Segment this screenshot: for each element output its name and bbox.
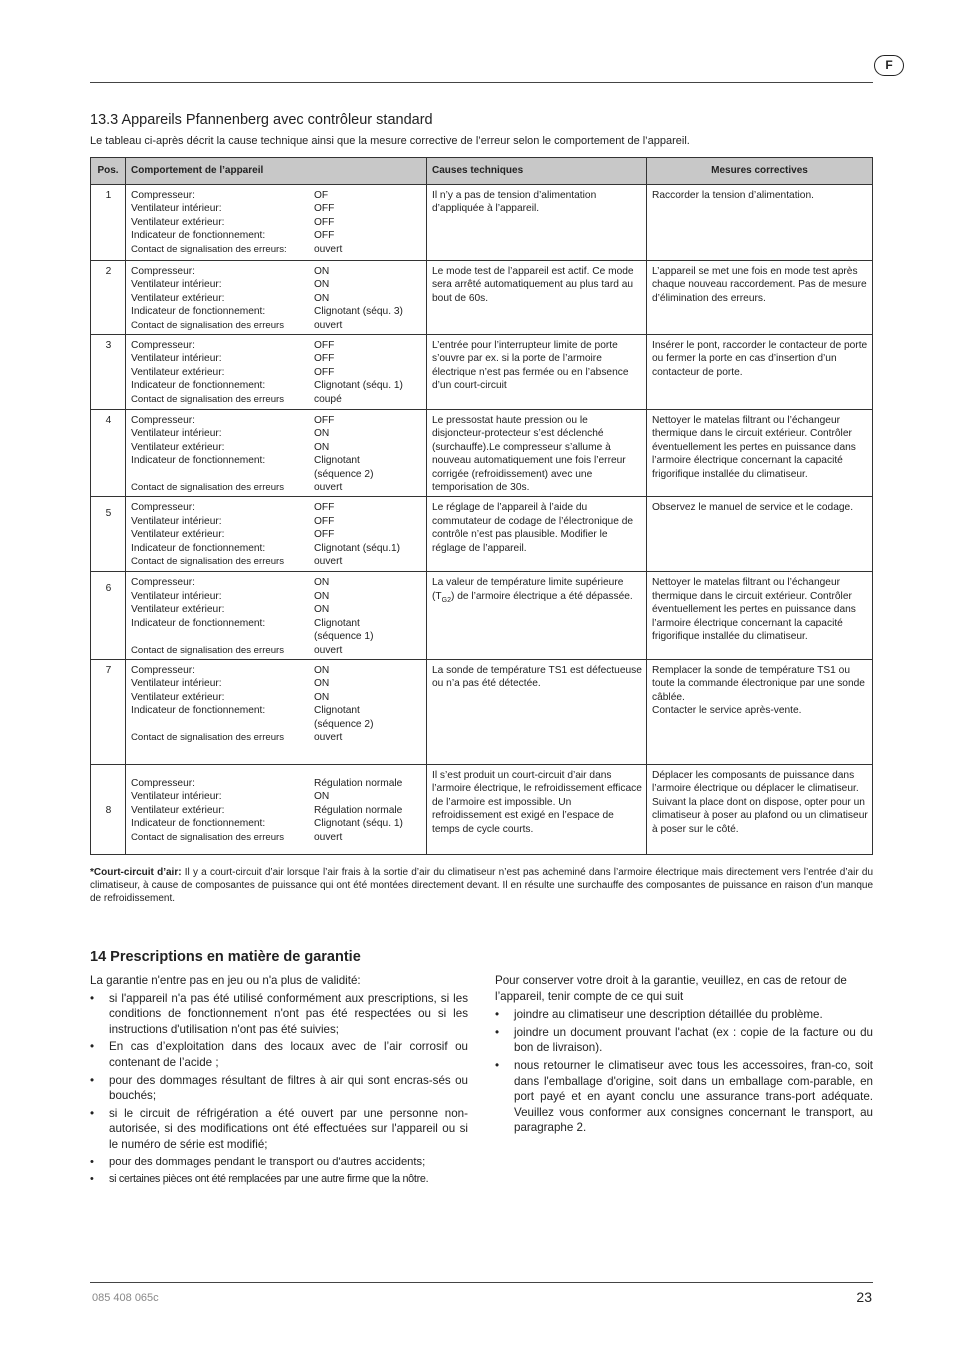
measure-text: Nettoyer le matelas filtrant ou l’échangeur thermique dans le circuit extérieur. Contrôler éventuellement les pertes en puissance dans l’armoire électrique concernant la capacité frigorifique installée du climatiseur. (652, 577, 856, 643)
warranty-right-intro: Pour conserver votre droit à la garantie, veuillez, en cas de retour de l’appareil, tenir compte de ce qui suit (495, 974, 847, 1003)
behavior-value: OFF (314, 230, 335, 242)
row-measure (647, 185, 873, 261)
table-body (91, 185, 873, 855)
behavior-label: Ventilateur intérieur: (131, 279, 222, 291)
warranty-title: 14 Prescriptions en matière de garantie (90, 949, 361, 965)
behavior-line (131, 718, 422, 731)
note-text: Il y a court-circuit d’air lorsque l’air frais à la sortie d’air du climatiseur n’est pas acheminé dans l’armoire électrique mais directement vers l’entrée d’air du climatiseur, à cause de composantes de puissance qui ont été montées directement devant. Il en résulte une surchauffe des composantes de puissance en raison d’un manque de refroidissement. (90, 867, 874, 905)
behavior-value: Régulation normale (314, 777, 403, 789)
row-pos: 4 (91, 410, 126, 497)
row-measure (647, 261, 873, 335)
behavior-value: ouvert (314, 243, 343, 255)
measure-text: Observez le manuel de service et le codage. (652, 502, 854, 514)
header-rule (90, 82, 873, 83)
behavior-label (131, 718, 314, 731)
behavior-line (131, 555, 422, 568)
behavior-label: Compresseur: (131, 340, 195, 352)
behavior-value: ouvert (314, 482, 343, 494)
behavior-line (131, 339, 422, 352)
behavior-line (131, 804, 422, 817)
list-item: • joindre un document prouvant l'achat (ex : copie de la facture ou du bon de livraison). (495, 1025, 873, 1056)
behavior-value: Clignotant (séqu.1) (314, 542, 401, 554)
behavior-label: Indicateur de fonctionnement: (131, 542, 266, 554)
behavior-value: ON (314, 266, 330, 277)
behavior-line (131, 216, 422, 229)
behavior-label: Compresseur: (131, 777, 195, 789)
row-cause: L’entrée pour l’interrupteur limite de porte s’ouvre par ex. si la porte de l’armoire électrique n’est pas fermée ou en l’absence d’un court-circuit (427, 335, 647, 410)
warranty-left-intro: La garantie n'entre pas en jeu ou n'a plus de validité: (90, 974, 361, 987)
behavior-line (131, 664, 422, 677)
table-header-row (91, 158, 873, 185)
behavior-value: OFF (314, 216, 335, 228)
row-pos: 7 (91, 659, 126, 764)
behavior-label: Contact de signalisation des erreurs (131, 319, 285, 331)
behavior-label: Indicateur de fonctionnement: (131, 306, 266, 318)
measure-text: L’appareil se met une fois en mode test après chaque nouveau raccordement. Pas de mesure d’élimination des erreurs. (652, 266, 867, 304)
row-behavior (126, 335, 427, 410)
section-title: 13.3 Appareils Pfannenberg avec contrôleur standard (90, 112, 433, 128)
behavior-value: ouvert (314, 644, 343, 656)
behavior-line (131, 542, 422, 555)
row-behavior (126, 185, 427, 261)
row-pos: 8 (91, 764, 126, 854)
row-cause: Le mode test de l’appareil est actif. Ce mode sera arrêté automatiquement au plus tard au bout de 60s. (427, 261, 647, 335)
behavior-value: ON (314, 664, 330, 676)
table-row (91, 335, 873, 410)
footer-rule (90, 1282, 873, 1283)
behavior-label: Ventilateur intérieur: (131, 515, 222, 527)
behavior-line (131, 501, 422, 514)
behavior-line (131, 704, 422, 717)
measure-text: Raccorder la tension d’alimentation. (652, 190, 814, 201)
behavior-value: ON (314, 292, 330, 304)
behavior-value: OFF (314, 366, 335, 378)
behavior-label: Contact de signalisation des erreurs (131, 731, 285, 743)
table-row (91, 572, 873, 659)
row-measure (647, 497, 873, 572)
behavior-value: ouvert (314, 319, 343, 331)
behavior-label: Contact de signalisation des erreurs (131, 831, 285, 843)
header-pos: Pos. (91, 158, 126, 185)
behavior-line (131, 691, 422, 704)
behavior-label: Ventilateur extérieur: (131, 604, 225, 616)
row-pos: 1 (91, 185, 126, 261)
behavior-value: Clignotant (séqu. 1) (314, 380, 403, 392)
error-table (90, 157, 873, 855)
list-item: • si l'appareil n'a pas été utilisé conformément aux prescriptions, si les conditions de fonctionnement n'ont pas été respectées ou si les instructions d'utilisation n'ont pas été suivies; (90, 991, 468, 1038)
behavior-label: Compresseur: (131, 415, 195, 427)
behavior-value: Clignotant (314, 455, 360, 467)
behavior-line (131, 576, 422, 589)
behavior-label: Contact de signalisation des erreurs (131, 393, 285, 405)
behavior-line (131, 352, 422, 365)
behavior-line (131, 677, 422, 690)
row-behavior (126, 497, 427, 572)
row-cause (427, 572, 647, 659)
behavior-value: OFF (314, 353, 335, 365)
behavior-value: ON (314, 604, 330, 616)
behavior-label: Contact de signalisation des erreurs (131, 482, 285, 494)
behavior-line (131, 229, 422, 242)
behavior-value: ouvert (314, 831, 343, 843)
behavior-label: Indicateur de fonctionnement: (131, 617, 266, 629)
behavior-label: Contact de signalisation des erreurs (131, 644, 285, 656)
behavior-line (131, 366, 422, 379)
behavior-label: Ventilateur extérieur: (131, 529, 225, 541)
table-row (91, 659, 873, 764)
behavior-line (131, 319, 422, 332)
measure-text: Insérer le pont, raccorder le contacteur de porte ou fermer la porte en cas d’insertion d’un contacteur de porte. (652, 340, 868, 378)
behavior-line (131, 414, 422, 427)
behavior-line (131, 305, 422, 318)
document-number: 085 408 065c (92, 1292, 159, 1304)
behavior-value: ON (314, 279, 330, 291)
note-label: *Court-circuit d’air: (90, 867, 182, 878)
row-cause: Le réglage de l’appareil à l’aide du commutateur de codage de l’électronique de contrôle n’est pas plausible. Modifier le réglage de l’appareil. (427, 497, 647, 572)
behavior-value: Clignotant (314, 705, 360, 717)
air-short-circuit-note (90, 866, 873, 906)
list-item: • pour des dommages résultant de filtres à air qui sont encras-sés ou bouchés; (90, 1073, 468, 1104)
behavior-value: Clignotant (séqu. 1) (314, 818, 403, 830)
behavior-line (131, 202, 422, 215)
row-cause: La sonde de température TS1 est défectueuse ou n’a pas été détectée. (427, 659, 647, 764)
warranty-left-list (90, 991, 468, 1188)
behavior-label: Indicateur de fonctionnement: (131, 230, 266, 242)
behavior-line (131, 427, 422, 440)
cause-subscript: G2 (441, 596, 451, 604)
behavior-line (131, 265, 422, 278)
behavior-value: ON (314, 441, 330, 453)
behavior-label: Ventilateur intérieur: (131, 590, 222, 602)
behavior-value: Régulation normale (314, 804, 403, 816)
table-row (91, 497, 873, 572)
header-causes: Causes techniques (427, 158, 647, 185)
behavior-label: Indicateur de fonctionnement: (131, 818, 266, 830)
warranty-right-column (495, 973, 873, 1138)
behavior-label (131, 630, 314, 643)
row-measure (647, 410, 873, 497)
warranty-right-list (495, 1007, 873, 1136)
behavior-line (131, 379, 422, 392)
table-row (91, 410, 873, 497)
behavior-label: Ventilateur extérieur: (131, 366, 225, 378)
behavior-line (131, 528, 422, 541)
warranty-left-column (90, 973, 468, 1190)
behavior-label: Compresseur: (131, 577, 195, 589)
behavior-value: OFF (314, 502, 335, 514)
behavior-label: Compresseur: (131, 266, 195, 277)
row-behavior (126, 572, 427, 659)
behavior-value: ON (314, 428, 330, 440)
behavior-label: Compresseur: (131, 190, 195, 201)
behavior-label: Indicateur de fonctionnement: (131, 455, 266, 467)
header-behavior: Comportement de l’appareil (126, 158, 427, 185)
behavior-label: Ventilateur extérieur: (131, 441, 225, 453)
list-item: • si certaines pièces ont été remplacées par une autre firme que la nôtre. (90, 1172, 468, 1188)
header-measures: Mesures correctives (647, 158, 873, 185)
behavior-value: ON (314, 691, 330, 703)
measure-text: Déplacer les composants de puissance dans l’armoire électrique ou déplacer le climatiseur. Suivant la place dont on dispose, opter pour un climatiseur à poser au plafond ou un climatiseur à poser sur le côté. (652, 769, 868, 835)
page-number: 23 (856, 1289, 872, 1305)
cause-text: ) de l’armoire électrique a été dépassée. (450, 590, 633, 602)
measure-text: Remplacer la sonde de température TS1 ou toute la commande électronique par une sonde câblée. (652, 664, 865, 703)
behavior-label: Ventilateur extérieur: (131, 216, 225, 228)
row-cause: Le pressostat haute pression ou le disjoncteur-protecteur s’est déclenché (surchauffe).Le compresseur s’allume à nouveau automatiquement une fois l’erreur corrigée (refroidissement) avec une temporisation de 30s. (427, 410, 647, 497)
row-measure (647, 335, 873, 410)
behavior-label: Contact de signalisation des erreurs (131, 556, 285, 568)
behavior-value: ouvert (314, 731, 343, 743)
behavior-label: Contact de signalisation des erreurs: (131, 243, 287, 255)
behavior-line (131, 481, 422, 494)
behavior-line (131, 603, 422, 616)
behavior-label (131, 468, 314, 481)
row-pos: 6 (91, 572, 126, 659)
list-item: • En cas d’exploitation dans des locaux avec de l’air corrosif ou contenant de l’acide ; (90, 1039, 468, 1070)
behavior-line (131, 468, 422, 481)
row-pos: 2 (91, 261, 126, 335)
behavior-label: Ventilateur intérieur: (131, 428, 222, 440)
table-row (91, 764, 873, 854)
behavior-label: Indicateur de fonctionnement: (131, 705, 266, 717)
table-row (91, 261, 873, 335)
behavior-line (131, 393, 422, 406)
behavior-value: ON (314, 590, 330, 602)
measure-text: Nettoyer le matelas filtrant ou l’échangeur thermique dans le circuit extérieur. Contrôler éventuellement les pertes en puissance dans l’armoire électrique concernant la capacité frigorifique installée du climatiseur. (652, 415, 856, 480)
behavior-label: Ventilateur intérieur: (131, 353, 222, 365)
behavior-line (131, 644, 422, 657)
row-cause: Il n’y a pas de tension d’alimentation d’appliquée à l’appareil. (427, 185, 647, 261)
list-item: • pour des dommages pendant le transport ou d'autres accidents; (90, 1155, 468, 1171)
behavior-line (131, 515, 422, 528)
behavior-value: OFF (314, 203, 335, 215)
behavior-value: ON (314, 791, 330, 803)
behavior-label: Ventilateur intérieur: (131, 791, 222, 803)
row-behavior (126, 410, 427, 497)
behavior-line (131, 817, 422, 830)
behavior-line (131, 189, 422, 202)
row-behavior (126, 261, 427, 335)
behavior-line (131, 790, 422, 803)
behavior-label: Ventilateur intérieur: (131, 678, 222, 690)
behavior-value: OFF (314, 340, 335, 352)
cause-text: La valeur de température limite supérieure (T (432, 577, 624, 602)
behavior-label: Ventilateur intérieur: (131, 203, 222, 215)
row-behavior (126, 659, 427, 764)
behavior-line (131, 590, 422, 603)
behavior-label: Indicateur de fonctionnement: (131, 380, 266, 392)
behavior-line (131, 630, 422, 643)
behavior-line (131, 441, 422, 454)
behavior-value: coupé (314, 393, 342, 405)
list-item: • nous retourner le climatiseur avec tous les accessoires, fran-co, soit dans l'emballage d'origine, soit dans un emballage com-parable, en port payé et en ayant conclu une assurance trans-port adéquate. Veuillez vous conformer aux consignes concernant le transport, au paragraphe 2. (495, 1058, 873, 1136)
language-badge: F (874, 55, 904, 76)
behavior-label: Ventilateur extérieur: (131, 804, 225, 816)
behavior-value: OFF (314, 515, 335, 527)
behavior-value: (séquence 2) (314, 468, 374, 480)
list-item: • si le circuit de réfrigération a été ouvert par une personne non-autorisée, si des modifications ont été effectuées sur l'appareil ou si le numéro de série est modifié; (90, 1106, 468, 1153)
table-row (91, 185, 873, 261)
section-intro: Le tableau ci-après décrit la cause technique ainsi que la mesure corrective de l’erreur selon le comportement de l’appareil. (90, 135, 690, 147)
row-cause: Il s’est produit un court-circuit d’air dans l’armoire électrique, le refroidissement efficace de l’armoire est impossible. Un refroidissement est exigé en l’espace de temps de cycle courts. (427, 764, 647, 854)
row-behavior (126, 764, 427, 854)
behavior-value: OFF (314, 415, 335, 427)
behavior-value: ouvert (314, 556, 343, 568)
behavior-label: Compresseur: (131, 664, 195, 676)
behavior-line (131, 617, 422, 630)
behavior-value: (séquence 2) (314, 718, 374, 730)
behavior-value: OF (314, 190, 329, 201)
behavior-line (131, 454, 422, 467)
row-measure (647, 659, 873, 764)
behavior-value: Clignotant (314, 617, 360, 629)
behavior-line (131, 292, 422, 305)
behavior-value: (séquence 1) (314, 631, 374, 643)
behavior-line (131, 243, 422, 256)
list-item: • joindre au climatiseur une description détaillée du problème. (495, 1007, 873, 1023)
behavior-value: ON (314, 678, 330, 690)
behavior-label: Compresseur: (131, 502, 195, 514)
behavior-value: Clignotant (séqu. 3) (314, 306, 403, 318)
row-measure (647, 764, 873, 854)
behavior-value: OFF (314, 529, 335, 541)
row-measure (647, 572, 873, 659)
row-pos: 3 (91, 335, 126, 410)
measure-text: Contacter le service après-vente. (652, 705, 802, 717)
behavior-line (131, 831, 422, 844)
behavior-value: ON (314, 577, 330, 589)
behavior-line (131, 278, 422, 291)
behavior-label: Ventilateur extérieur: (131, 691, 225, 703)
behavior-line (131, 777, 422, 790)
row-pos: 5 (91, 497, 126, 572)
behavior-label: Ventilateur extérieur: (131, 292, 225, 304)
behavior-line (131, 731, 422, 744)
